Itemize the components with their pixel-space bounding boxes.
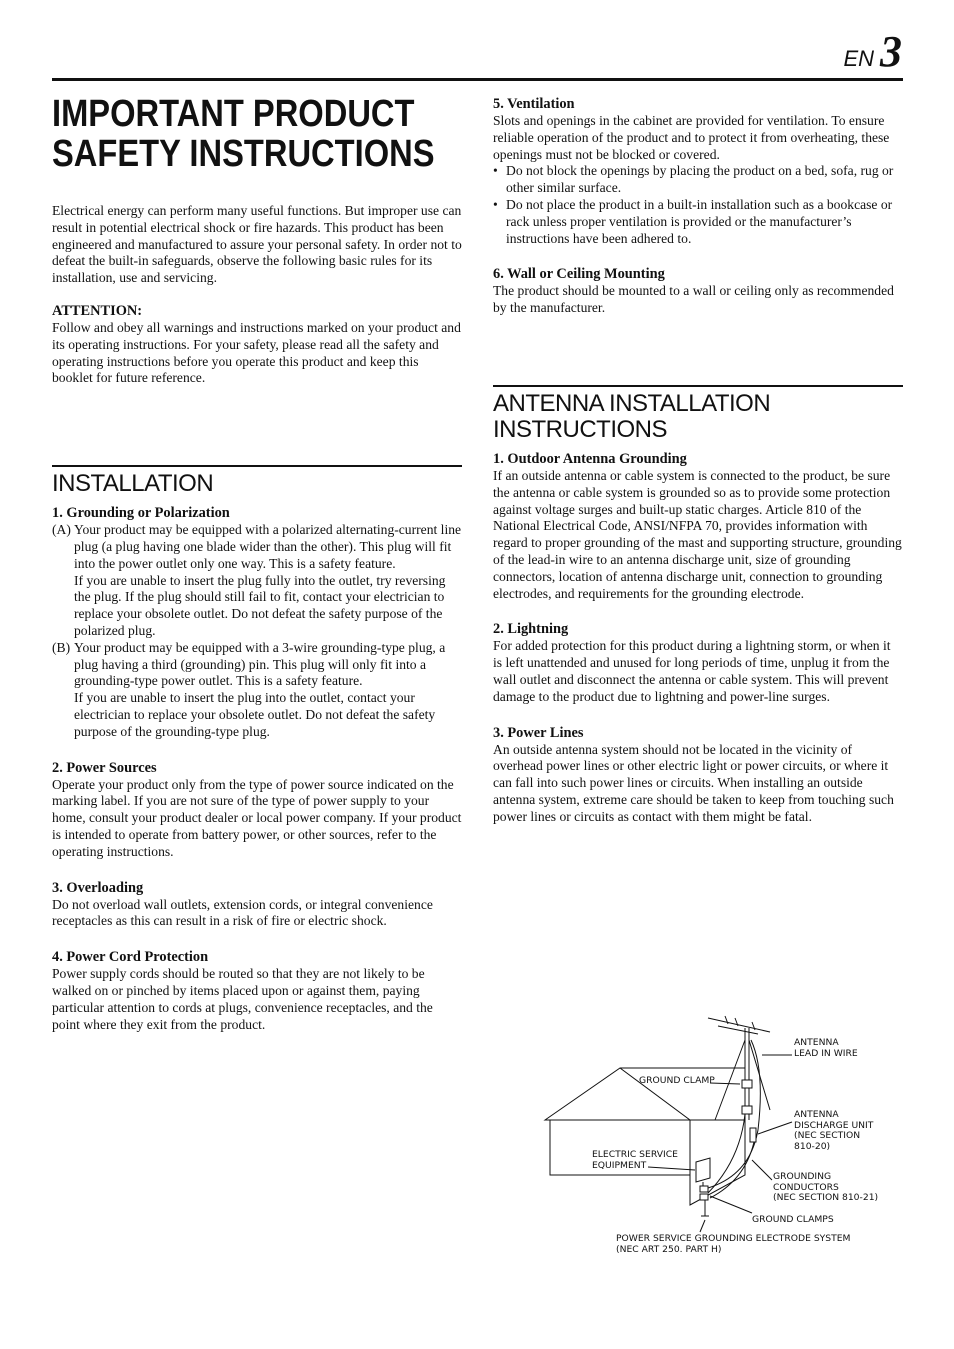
grounding-item-a bbox=[52, 522, 462, 640]
bullet-marker: • bbox=[493, 163, 498, 179]
label-ground-clamp: GROUND CLAMP bbox=[639, 1075, 715, 1086]
item-b-text: Your product may be equipped with a 3-wire grounding-type plug, a plug having a third (grounding) pin. This plug will only fit into a grounding-type power outlet. This is a safety feature. bbox=[74, 639, 446, 689]
page-number-value: 3 bbox=[880, 27, 902, 76]
label-electric-service: ELECTRIC SERVICE EQUIPMENT bbox=[592, 1149, 678, 1171]
power-sources-text: Operate your product only from the type of power source indicated on the marking label. If you are not sure of the type of power supply to your home, consult your product dealer or local power company. If your product is intended to operate from battery power, or other sources, refer to the operating instructions. bbox=[52, 776, 462, 859]
overloading-heading: 3. Overloading bbox=[52, 879, 144, 896]
intro-paragraph: Electrical energy can perform many useful functions. But improper use can result in potential electrical shock or fire hazards. This product has been engineered and manufactured to assure your personal safety. In order not to defeat the built-in safeguards, observe the following basic rules for its installation, use and servicing. bbox=[52, 203, 462, 286]
lightning-text: For added protection for this product during a lightning storm, or when it is left unattended and unused for long periods of time, unplug it from the wall outlet and disconnect the antenna or cable system. This will prevent damage to the product due to lightning and power-line surges. bbox=[493, 638, 891, 704]
ventilation-heading: 5. Ventilation bbox=[493, 96, 575, 112]
outdoor-grounding-text: If an outside antenna or cable system is connected to the product, be sure the antenna or cable system is grounded so as to provide some protection against voltage surges and built-up static charges. Article 810 of the National Electrical Code, ANSI/NFPA 70, provides information with regard to proper grounding of the mast and supporting structure, grounding of the lead-in wire to an antenna discharge unit, size of grounding connectors, location of antenna discharge unit, connection to grounding electrodes, and requirements for the grounding electrode. bbox=[493, 467, 902, 601]
label-electrode-system: POWER SERVICE GROUNDING ELECTRODE SYSTEM (NEC ART 250. PART H) bbox=[616, 1233, 851, 1255]
item-b-marker: (B) bbox=[52, 639, 71, 655]
attention-text: Follow and obey all warnings and instructions marked on your product and its operating instructions. For your safety, please read all the safety and operating instructions before you operate this product and keep this booklet for future reference. bbox=[52, 319, 461, 386]
antenna-grounding-diagram bbox=[540, 1010, 910, 1260]
language-code: EN bbox=[843, 46, 874, 71]
item-b-text-2: If you are unable to insert the plug into the outlet, contact your electrician to replace your obsolete outlet. Do not defeat the safety purpose of the grounding-type plug. bbox=[74, 690, 436, 739]
power-sources-heading: 2. Power Sources bbox=[52, 759, 157, 776]
power-lines-text: An outside antenna system should not be located in the vicinity of overhead power lines or other electric light or power circuits, or where it can fall into such power lines or circuits. When installing an outside antenna system, extreme care should be taken to keep from touching such power lines or circuits as contact with them might be fatal. bbox=[493, 741, 894, 824]
page-title-line-2: SAFETY INSTRUCTIONS bbox=[52, 133, 435, 175]
page-title bbox=[52, 94, 465, 174]
item-a-text: Your product may be equipped with a polarized alternating-current line plug (a plug having one blade wider than the other). This plug will fit into the power outlet only one way. This is a safety feature. bbox=[74, 522, 462, 571]
label-discharge-unit: ANTENNA DISCHARGE UNIT (NEC SECTION 810-20) bbox=[794, 1109, 874, 1152]
outdoor-grounding-heading: 1. Outdoor Antenna Grounding bbox=[493, 450, 687, 467]
page-title-line-1: IMPORTANT PRODUCT bbox=[52, 93, 415, 135]
right-column bbox=[493, 96, 903, 826]
power-cord-heading: 4. Power Cord Protection bbox=[52, 949, 209, 966]
attention-heading: ATTENTION: bbox=[52, 302, 143, 319]
ventilation-bullet-2 bbox=[493, 197, 903, 247]
grounding-heading: 1. Grounding or Polarization bbox=[52, 505, 230, 522]
lightning-heading: 2. Lightning bbox=[493, 621, 569, 638]
antenna-title: ANTENNA INSTALLATION INSTRUCTIONS bbox=[493, 385, 903, 443]
ventilation-bullet-2-text: Do not place the product in a built-in installation such as a bookcase or rack unless proper ventilation is provided or the manufacturer’s instructions have been adhered to. bbox=[506, 196, 893, 246]
wall-mounting-text: The product should be mounted to a wall or ceiling only as recommended by the manufacturer. bbox=[493, 283, 894, 316]
item-a-marker: (A) bbox=[52, 522, 71, 538]
power-lines-heading: 3. Power Lines bbox=[493, 724, 584, 741]
label-grounding-conductors: GROUNDING CONDUCTORS (NEC SECTION 810-21) bbox=[773, 1171, 879, 1204]
ventilation-text: Slots and openings in the cabinet are provided for ventilation. To ensure reliable operation of the product and to protect it from overheating, these openings must not be blocked or covered. bbox=[493, 113, 890, 162]
item-a-text-2: If you are unable to insert the plug fully into the outlet, try reversing the plug. If the plug should still fail to fit, contact your electrician to replace your obsolete outlet. Do not defeat the safety purpose of the polarized plug. bbox=[74, 572, 446, 638]
left-column bbox=[52, 88, 462, 1033]
grounding-item-b bbox=[52, 640, 462, 741]
bullet-marker: • bbox=[493, 196, 498, 212]
ventilation-bullet-1-text: Do not block the openings by placing the product on a bed, sofa, rug or other similar surface. bbox=[506, 163, 894, 196]
header-rule bbox=[52, 78, 903, 81]
label-ground-clamps: GROUND CLAMPS bbox=[752, 1214, 834, 1225]
overloading-text: Do not overload wall outlets, extension cords, or integral convenience receptacles as this can result in a risk of fire or electric shock. bbox=[52, 896, 433, 929]
installation-title: INSTALLATION bbox=[52, 465, 462, 497]
wall-mounting-heading: 6. Wall or Ceiling Mounting bbox=[493, 266, 665, 283]
power-cord-text: Power supply cords should be routed so that they are not likely to be walked on or pinched by items placed upon or against them, paying particular attention to cords at plugs, convenience receptacles, and the point where they exit from the product. bbox=[52, 966, 433, 1032]
ventilation-bullet-1 bbox=[493, 163, 903, 197]
label-antenna-lead-in: ANTENNA LEAD IN WIRE bbox=[794, 1037, 858, 1059]
page-number bbox=[843, 27, 902, 76]
